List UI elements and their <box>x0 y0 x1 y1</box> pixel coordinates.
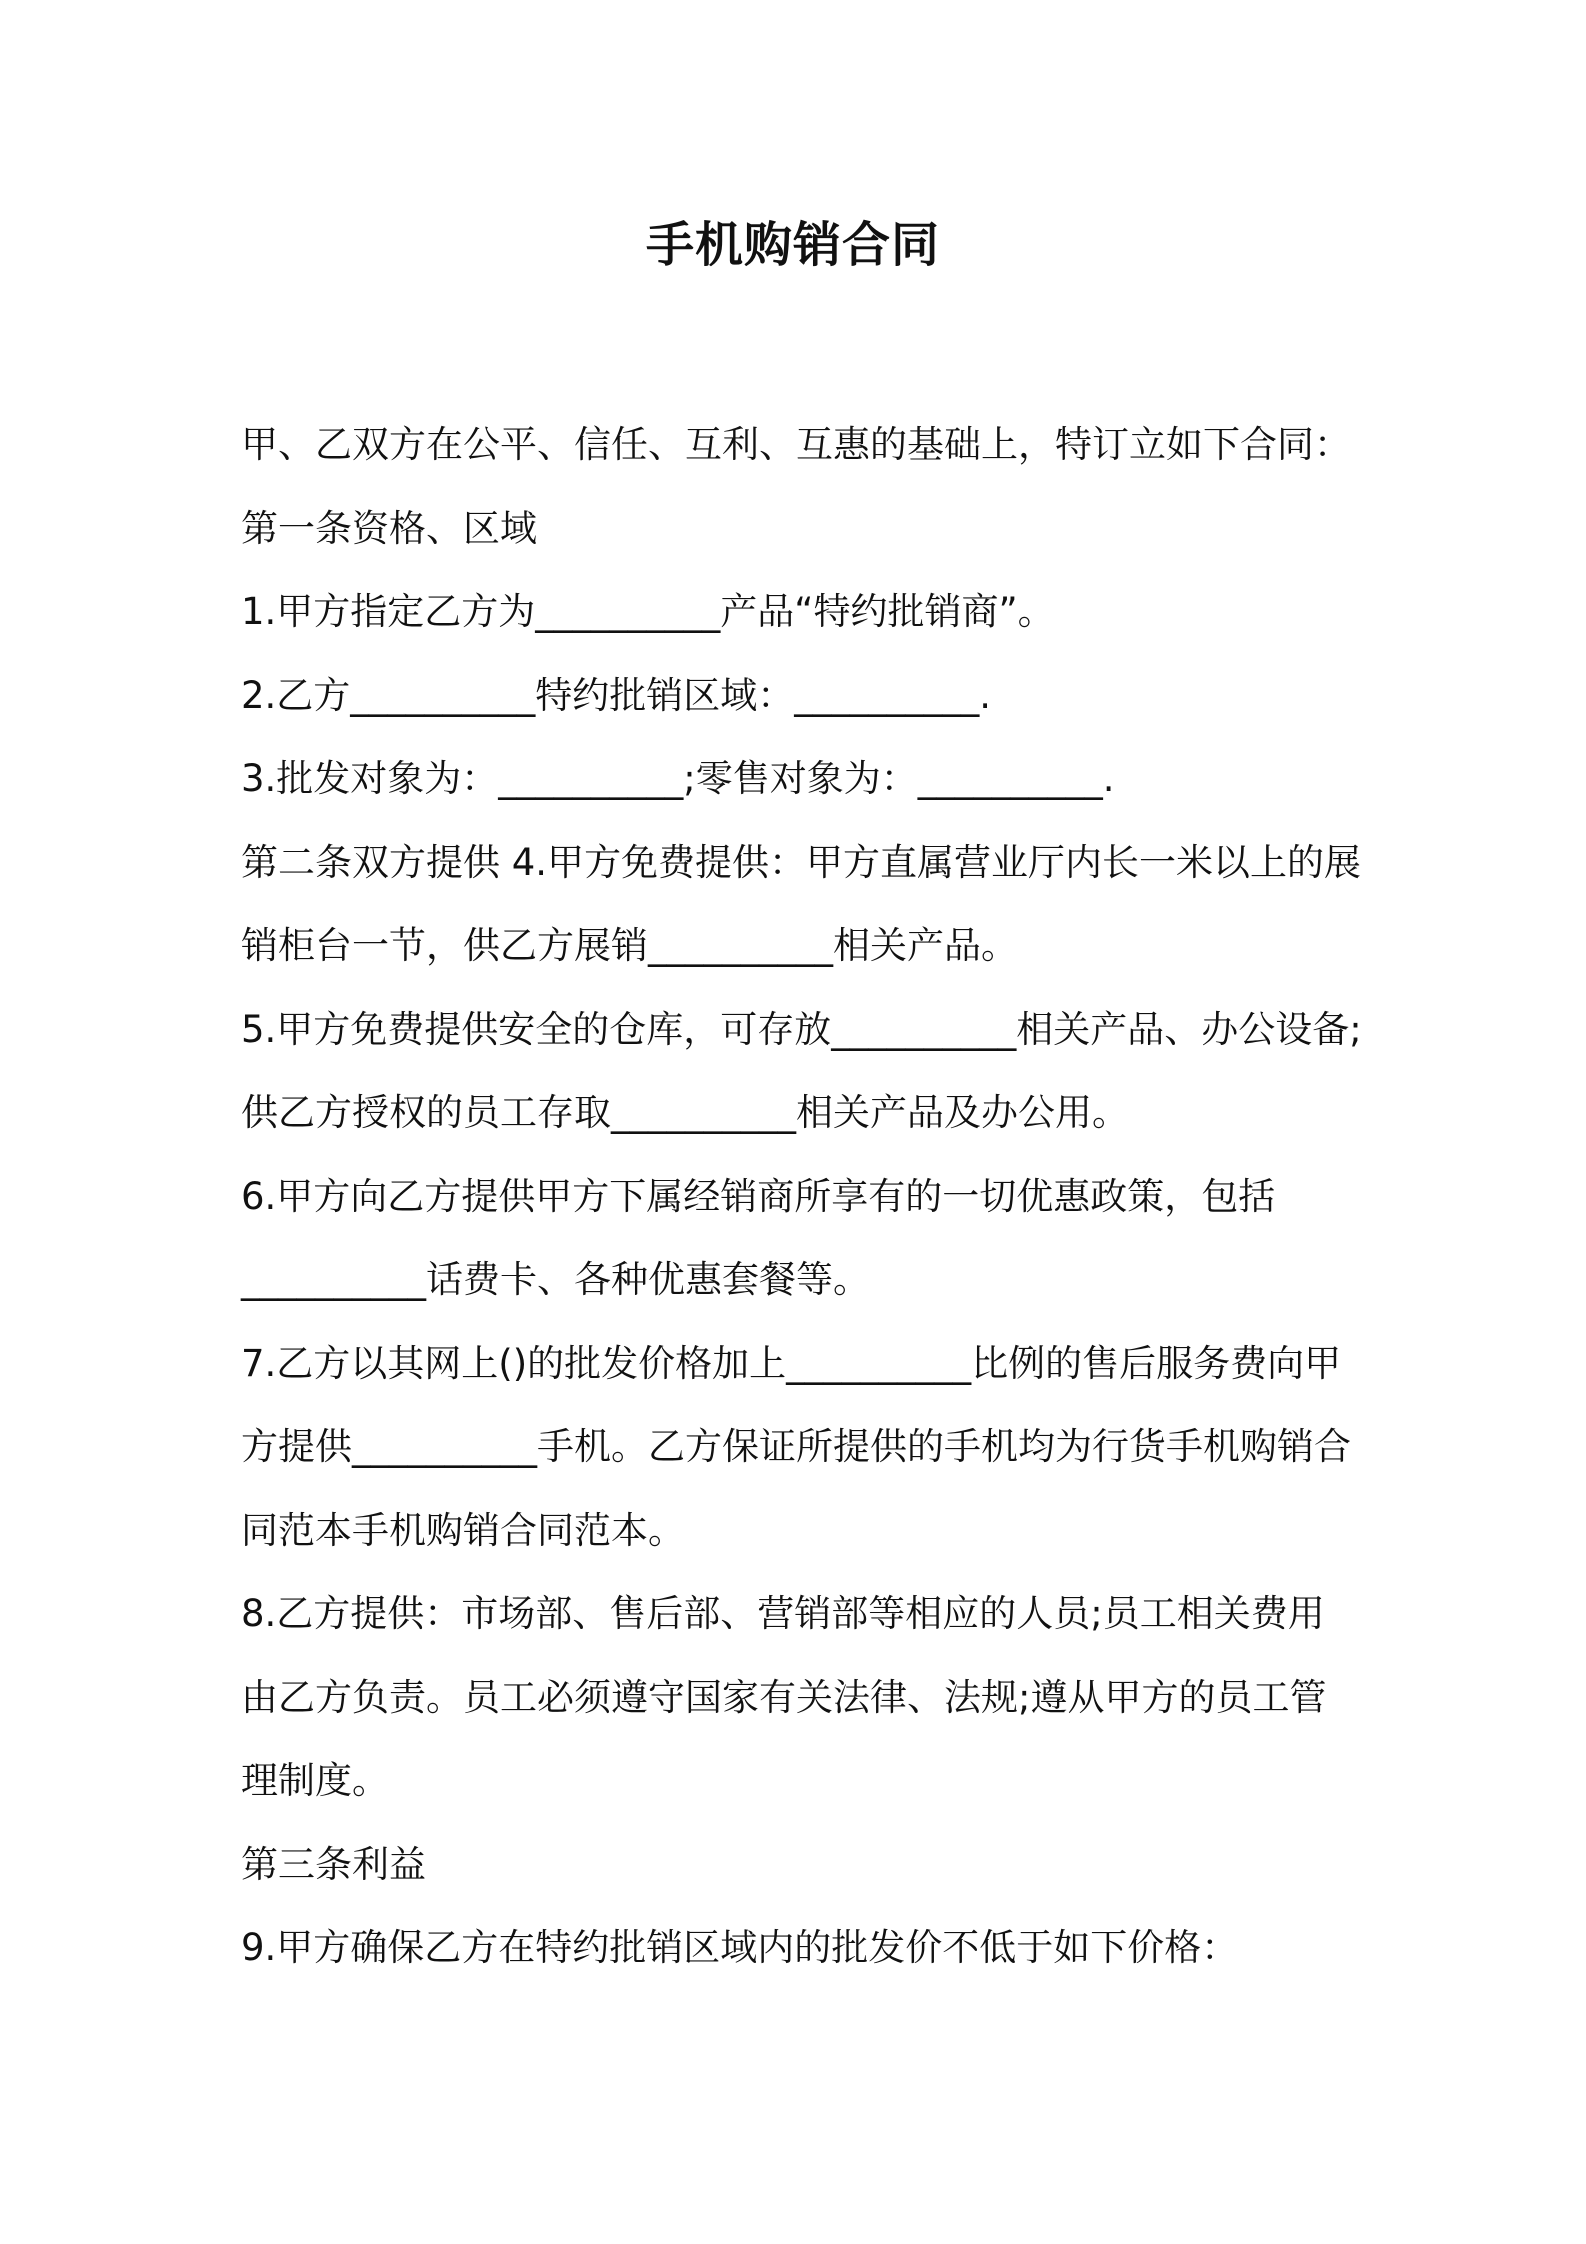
text-line: 方提供__________手机。乙方保证所提供的手机均为行货手机购销合 <box>241 1425 1351 1468</box>
section-heading-1 <box>241 487 1381 571</box>
text-line: 5.甲方免费提供安全的仓库，可存放__________相关产品、办公设备; <box>241 1007 1362 1051</box>
text-line: 3.批发对象为：__________;零售对象为：__________. <box>241 757 1115 800</box>
text-line: 8.乙方提供：市场部、售后部、营销部等相应的人员;员工相关费用 <box>241 1592 1325 1635</box>
text-line: 6.甲方向乙方提供甲方下属经销商所享有的一切优惠政策，包括 <box>241 1174 1276 1218</box>
text-line: 2.乙方__________特约批销区域：__________. <box>241 673 992 717</box>
text-line: 第二条双方提供 4.甲方免费提供：甲方直属营业厅内长一米以上的展 <box>241 840 1362 884</box>
text-line: 1.甲方指定乙方为__________产品“特约批销商”。 <box>241 590 1055 633</box>
text-line: 7.乙方以其网上()的批发价格加上__________比例的售后服务费向甲 <box>241 1341 1342 1385</box>
text-line: 销柜台一节，供乙方展销__________相关产品。 <box>241 924 1018 967</box>
clause-2 <box>241 654 1381 738</box>
text-line: 第一条资格、区域 <box>241 506 537 550</box>
clause-4 <box>241 821 1381 988</box>
text-line: 由乙方负责。员工必须遵守国家有关法律、法规;遵从甲方的员工管 <box>241 1675 1327 1719</box>
clause-6 <box>241 1155 1381 1322</box>
clause-3 <box>241 737 1381 821</box>
text-line: 第三条利益 <box>241 1842 426 1886</box>
clause-9 <box>241 1906 1381 1990</box>
clause-1 <box>241 570 1381 654</box>
clause-7 <box>241 1322 1381 1573</box>
text-line: 理制度。 <box>241 1759 389 1802</box>
clause-5 <box>241 988 1381 1155</box>
text-line: 同范本手机购销合同范本。 <box>241 1508 685 1552</box>
text-line: 供乙方授权的员工存取__________相关产品及办公用。 <box>241 1091 1129 1134</box>
text-line: __________话费卡、各种优惠套餐等。 <box>241 1258 870 1301</box>
clause-8 <box>241 1572 1381 1823</box>
text-line: 甲、乙双方在公平、信任、互利、互惠的基础上，特订立如下合同： <box>241 423 1351 466</box>
paragraph-intro <box>241 403 1381 487</box>
document-title: 手机购销合同 <box>645 217 940 273</box>
text-line: 9.甲方确保乙方在特约批销区域内的批发价不低于如下价格： <box>241 1926 1239 1969</box>
document-body <box>241 403 1381 1990</box>
section-heading-3 <box>241 1823 1381 1907</box>
